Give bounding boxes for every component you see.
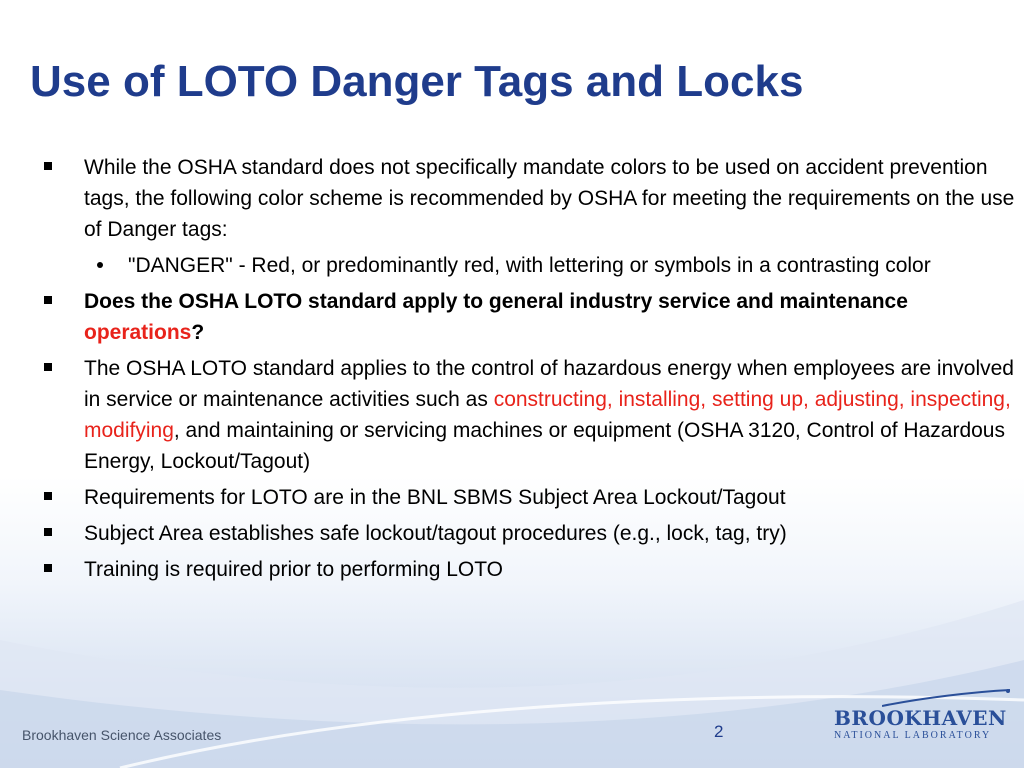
logo-name: BROOKHAVEN [834,706,1007,730]
square-bullet-icon [44,492,52,500]
bullet-loto-applies [40,353,1015,477]
sub-bullet-text: "DANGER" - Red, or predominantly red, with lettering or symbols in a contrasting color [128,254,931,277]
question-emphasis: operations [84,321,192,344]
page-number: 2 [714,722,724,741]
applies-emphasis: constructing, installing, setting up, adjusting, inspecting, modifying [84,388,1011,442]
bullet-text: Training is required prior to performing LOTO [84,558,504,581]
bullet-training [40,554,1015,585]
square-bullet-icon [44,296,52,304]
square-bullet-icon [44,162,52,170]
square-bullet-icon [44,363,52,371]
applies-text-end: , and maintaining or servicing machines or equipment (OSHA 3120, Control of Hazardous Energy, Lockout/Tagout) [84,419,1005,473]
applies-text: The OSHA LOTO standard applies to the control of hazardous energy when employees are involved in service or maintenance activities such as [84,357,1014,411]
sub-bullet-danger-red [40,250,1015,281]
bullet-text: Requirements for LOTO are in the BNL SBMS Subject Area Lockout/Tagout [84,486,786,509]
square-bullet-icon [44,528,52,536]
bullet-loto-question [40,286,1015,348]
bullet-procedures [40,518,1015,549]
logo-arc-icon [882,688,1012,708]
bullet-list [40,152,1015,590]
round-bullet-icon [97,262,103,268]
square-bullet-icon [44,564,52,572]
question-text: Does the OSHA LOTO standard apply to general industry service and maintenance [84,290,908,313]
brookhaven-logo [822,688,1012,748]
bullet-osha-colors [40,152,1015,245]
bullet-text: Subject Area establishes safe lockout/tagout procedures (e.g., lock, tag, try) [84,522,787,545]
bullet-requirements [40,482,1015,513]
question-mark: ? [191,321,205,344]
slide-title: Use of LOTO Danger Tags and Locks [30,57,804,106]
logo-subtitle: NATIONAL LABORATORY [834,730,992,741]
bullet-text: While the OSHA standard does not specifically mandate colors to be used on accident prevention tags, the following color scheme is recommended by OSHA for meeting the requirements on the use of Danger tags: [84,156,1015,241]
footer-organization: Brookhaven Science Associates [22,727,222,743]
